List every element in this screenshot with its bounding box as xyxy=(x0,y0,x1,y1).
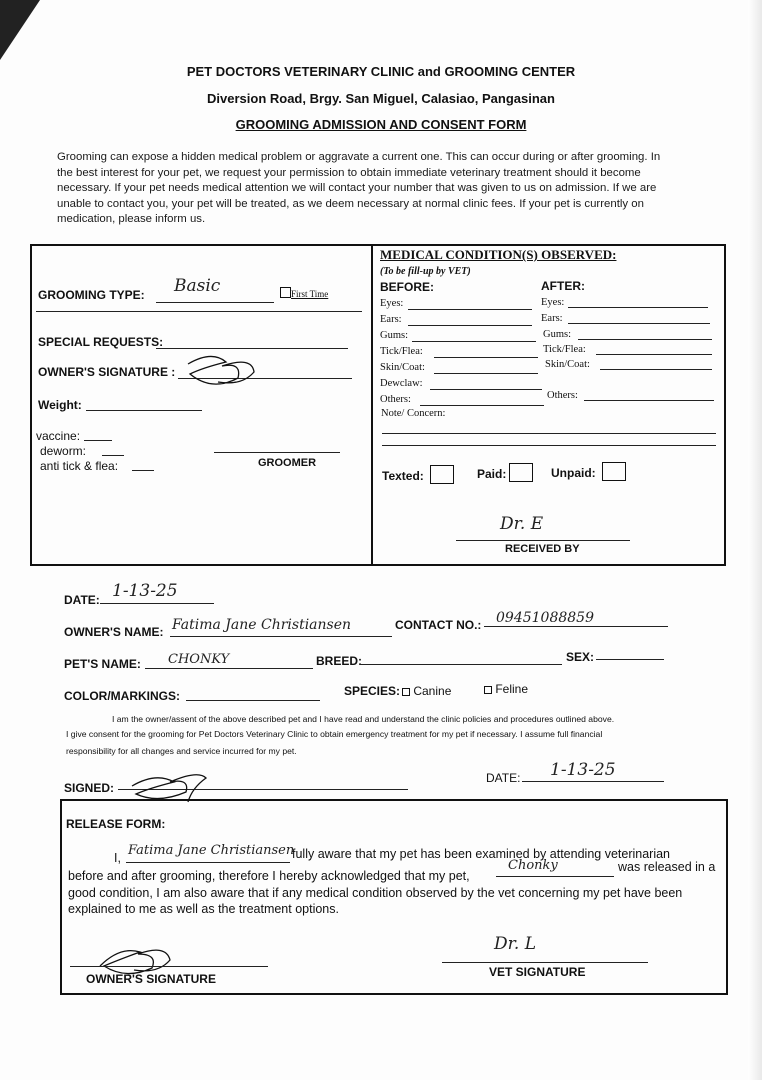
release-owner-signature-label: OWNER'S SIGNATURE xyxy=(86,972,216,986)
grooming-type-value[interactable]: Basic xyxy=(174,276,221,296)
sex-label: SEX: xyxy=(566,650,595,664)
groomer-signature-line[interactable] xyxy=(214,452,340,453)
owner-signature-label: OWNER'S SIGNATURE : xyxy=(38,365,176,379)
pet-name-value[interactable]: CHONKY xyxy=(168,652,230,667)
vet-signature-label: VET SIGNATURE xyxy=(489,965,586,979)
groomer-label: GROOMER xyxy=(258,457,317,469)
texted-label: Texted: xyxy=(382,469,424,483)
release-text-b: before and after grooming, therefore I hereby acknowledged that my pet, xyxy=(68,869,470,883)
canine-option[interactable]: Canine xyxy=(402,684,451,698)
owner-name-label: OWNER'S NAME: xyxy=(64,625,164,639)
after-skin-coat: Skin/Coat: xyxy=(545,359,590,370)
after-tick-flea: Tick/Flea: xyxy=(543,344,586,355)
species-label: SPECIES: xyxy=(344,684,401,698)
before-others: Others: xyxy=(380,394,411,405)
deworm-label: deworm: xyxy=(40,444,87,458)
contact-label: CONTACT NO.: xyxy=(395,618,482,632)
feline-option[interactable]: Feline xyxy=(484,682,528,696)
date-value[interactable]: 1-13-25 xyxy=(112,581,178,601)
anti-tick-label: anti tick & flea: xyxy=(40,459,119,473)
clinic-address: Diversion Road, Brgy. San Miguel, Calasiao, Pangasinan xyxy=(207,91,555,106)
vet-signature-value[interactable]: Dr. L xyxy=(494,934,536,954)
admission-divider xyxy=(371,244,373,564)
before-ears: Ears: xyxy=(380,314,402,325)
paid-label: Paid: xyxy=(477,467,507,481)
weight-label: Weight: xyxy=(38,398,82,412)
scan-corner-shadow xyxy=(0,0,40,60)
color-markings-field[interactable] xyxy=(186,700,320,701)
after-ears: Ears: xyxy=(541,313,563,324)
note-line-2[interactable] xyxy=(382,445,716,446)
unpaid-checkbox[interactable] xyxy=(602,462,626,481)
medical-title: MEDICAL CONDITION(S) OBSERVED: xyxy=(380,247,617,262)
before-skin-coat: Skin/Coat: xyxy=(380,362,425,373)
release-text-e: explained to me as well as the treatment options. xyxy=(68,902,339,916)
date-label: DATE: xyxy=(64,593,100,607)
consent-date-value[interactable]: 1-13-25 xyxy=(550,760,616,780)
release-pet-value[interactable]: Chonky xyxy=(508,858,558,873)
release-owner-value[interactable]: Fatima Jane Christiansen xyxy=(128,843,295,858)
release-text-a: fully aware that my pet has been examined by attending veterinarian xyxy=(292,847,671,861)
after-others: Others: xyxy=(547,390,578,401)
intro-paragraph: Grooming can expose a hidden medical problem or aggravate a current one. This can occur during or after grooming. In the best interest for your pet, we request your permission to obtain immediate veterinary treatment should it become necessary. If your pet needs medical attention we will contact your number that was given to us on admission. If we are unable to contact you, your pet will be treated, as we deem necessary at normal clinic fees. If your pet is currently on medication, please inform us. xyxy=(57,151,661,226)
consent-date-label: DATE: xyxy=(486,771,521,785)
before-gums: Gums: xyxy=(380,330,409,341)
before-dewclaw: Dewclaw: xyxy=(380,378,423,389)
unpaid-label: Unpaid: xyxy=(551,466,596,480)
release-text-c: was released in a xyxy=(618,860,716,874)
medical-subtitle: (To be fill-up by VET) xyxy=(380,266,471,277)
grooming-type-label: GROOMING TYPE: xyxy=(38,288,145,302)
canine-checkbox[interactable] xyxy=(402,688,410,696)
color-markings-label: COLOR/MARKINGS: xyxy=(64,689,180,703)
after-eyes: Eyes: xyxy=(541,297,565,308)
clinic-name: PET DOCTORS VETERINARY CLINIC and GROOMING CENTER xyxy=(186,64,576,79)
feline-checkbox[interactable] xyxy=(484,686,492,694)
after-gums: Gums: xyxy=(543,329,572,340)
form-title: GROOMING ADMISSION AND CONSENT FORM xyxy=(235,117,527,132)
release-title: RELEASE FORM: xyxy=(66,817,166,831)
weight-field[interactable] xyxy=(86,410,202,411)
before-eyes: Eyes: xyxy=(380,298,404,309)
consent-line-1: I am the owner/assent of the above described pet and I have read and understand the clinic policies and procedures outlined above. xyxy=(112,714,615,724)
pet-name-label: PET'S NAME: xyxy=(64,657,141,671)
before-tick-flea: Tick/Flea: xyxy=(380,346,423,357)
first-time-option[interactable]: First Time xyxy=(280,287,328,300)
first-time-checkbox[interactable] xyxy=(280,287,291,298)
owner-name-value[interactable]: Fatima Jane Christiansen xyxy=(172,617,352,633)
after-label: AFTER: xyxy=(541,279,585,293)
sex-field[interactable] xyxy=(596,659,664,660)
paid-checkbox[interactable] xyxy=(509,463,533,482)
consent-line-2: I give consent for the grooming for Pet Doctors Veterinary Clinic to obtain emergency treatment for my pet if necessary. I assume full financial xyxy=(66,729,603,739)
consent-line-3: responsibility for all changes and service incurred for my pet. xyxy=(66,746,297,756)
signed-label: SIGNED: xyxy=(64,781,115,795)
scan-edge-shadow xyxy=(748,0,762,1080)
release-text-d: good condition, I am also aware that if any medical condition observed by the vet concerning my pet have been xyxy=(68,886,683,900)
breed-label: BREED: xyxy=(316,654,363,668)
note-line-1[interactable] xyxy=(382,433,716,434)
texted-checkbox[interactable] xyxy=(430,465,454,484)
special-requests-label: SPECIAL REQUESTS: xyxy=(38,335,164,349)
received-by-value[interactable]: Dr. E xyxy=(500,514,544,534)
release-i-prefix: I, xyxy=(114,851,121,865)
special-requests-field[interactable] xyxy=(156,348,348,349)
vaccine-label: vaccine: xyxy=(36,429,81,443)
owner-signature-scribble[interactable] xyxy=(182,352,262,392)
contact-value[interactable]: 09451088859 xyxy=(496,610,594,626)
before-label: BEFORE: xyxy=(380,280,434,294)
received-by-label: RECEIVED BY xyxy=(505,543,580,555)
breed-field[interactable] xyxy=(360,664,562,665)
note-concern-label: Note/ Concern: xyxy=(381,408,446,419)
